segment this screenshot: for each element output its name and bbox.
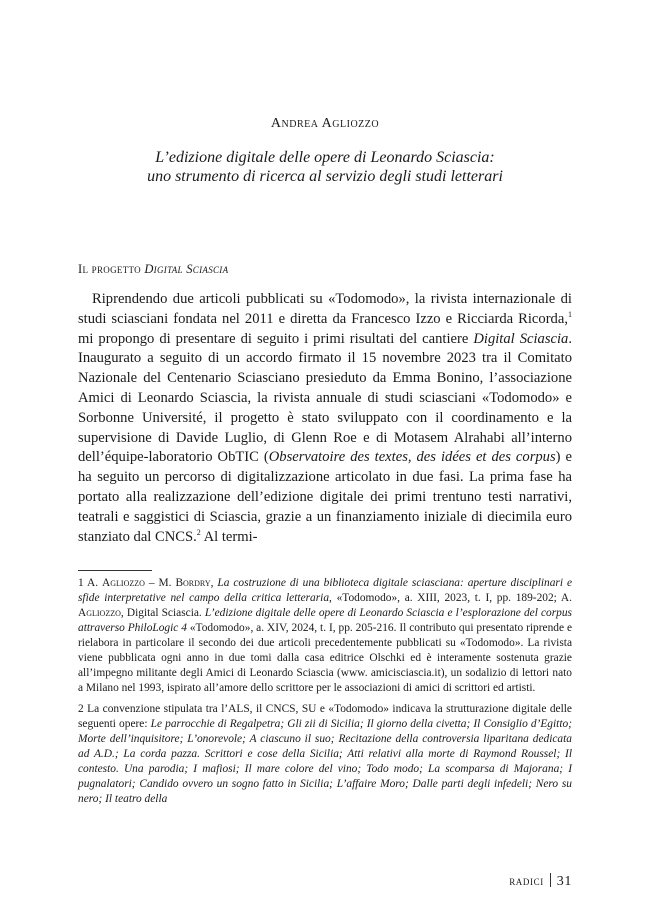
- fn-text: , Digital Sciascia.: [120, 607, 205, 619]
- body-text: [78, 290, 572, 547]
- title-line-2: uno strumento di ricerca al servizio degli studi letterari: [147, 168, 503, 185]
- footnote-ref-2: 2: [196, 527, 201, 537]
- body-segment: Riprendendo due articoli pubblicati su «Todomodo», la rivista internazionale di studi sciasciani fondata nel 2011 e diretta da Francesco Izzo e Ricciarda Ricorda,: [78, 291, 572, 327]
- fn-text: ,: [210, 577, 218, 589]
- page-footer: [509, 873, 572, 890]
- section-heading: [78, 262, 228, 277]
- fn-text: La convenzione stipulata tra l’ALS, il CNCS, SU e «Todomodo» indicava la strutturazione digitale delle seguenti opere:: [78, 703, 572, 730]
- running-head: radici: [509, 874, 544, 888]
- body-segment: mi propongo di presentare di seguito i primi risultati del cantiere: [78, 330, 474, 347]
- article-title: [0, 148, 650, 186]
- fn-text: – M.: [144, 577, 176, 589]
- body-paragraph: [78, 290, 572, 547]
- fn-title: L’edizione digitale delle opere di Leonardo Sciascia e l’esplorazione del corpus attraverso PhiloLogic 4: [78, 607, 572, 634]
- fn-author: Bordry: [175, 577, 211, 589]
- title-line-1: L’edizione digitale delle opere di Leonardo Sciascia:: [155, 149, 495, 166]
- body-italic: Observatoire des textes, des idées et des corpus: [268, 449, 556, 466]
- fn-author: Agliozzo: [102, 577, 145, 589]
- fn-title: Le parrocchie di Regalpetra; Gli zii di Sicilia; Il giorno della civetta; Il Consiglio d’Egitto; Morte dell’inquisitore; L’onorevole; A ciascuno il suo; Recitazione della controversia liparitana dedicata ad A.D.; La corda pazza. Scrittori e cose della Sicilia; Atti relativi alla morte di Raymond Roussel; Il contesto. Una parodia; I mafiosi; Il mare colore del vino; Todo modo; La scomparsa di Majorana; I pugnalatori; Candido ovvero un sogno fatto in Sicilia; L’affaire Moro; Dalle parti degli infedeli; Nero su nero; Il teatro della: [78, 718, 572, 805]
- body-segment: . Inaugurato a seguito di un accordo firmato il 15 novembre 2023 tra il Comitato Nazionale del Centenario Sciasciano presieduto da Emma Bonino, l’associazione Amici di Leonardo Sciascia, la rivista annuale di studi sciasciani «Todomodo» e Sorbonne Université, il progetto è stato sviluppato con il coordinamento e la supervisione di Davide Luglio, di Glenn Roe e di Motasem Alrahabi all’interno dell’équipe-laboratorio ObTIC (: [78, 330, 572, 466]
- footnote-number: 2: [78, 703, 84, 715]
- fn-text: «Todomodo», a. XIV, 2024, t. I, pp. 205-216. Il contributo qui presentato riprende e rielabora in particolare il secondo dei due articoli precedentemente pubblicati su «Todomodo». La rivista viene pubblicata ogni anno in due tomi dalla casa editrice Olschki ed è interamente sostenuta grazie all’impegno militante degli Amici di Leonardo Sciascia (www. amicisciascia.it), un sodalizio di lettori nato a Milano nel 1993, ispirato all’amore dello scrittore per le associazioni di amici di scrittori ed artisti.: [78, 622, 572, 694]
- footnotes: [78, 576, 572, 813]
- page-number: 31: [556, 874, 572, 889]
- body-segment: ) e ha seguito un percorso di digitalizzazione articolato in due fasi. La prima fase ha portato alla realizzazione dell’edizione digitale dei primi trentuno testi narrativi, teatrali e saggistici di Sciascia, grazie a un finanziamento iniziale di diecimila euro stanziato dal CNCS.: [78, 449, 572, 545]
- body-italic: Digital Sciascia: [473, 330, 569, 347]
- footnote-number: 1: [78, 577, 84, 589]
- footnote-1: [78, 576, 572, 696]
- footnote-2: [78, 702, 572, 807]
- author-name: Andrea Agliozzo: [270, 116, 380, 131]
- fn-text: A.: [83, 577, 103, 589]
- section-heading-italic: Digital Sciascia: [144, 262, 229, 276]
- body-segment: Al termi-: [200, 528, 258, 545]
- footnote-ref-1: 1: [568, 309, 572, 319]
- section-heading-prefix: Il progetto: [78, 262, 145, 276]
- fn-author: Agliozzo: [78, 607, 121, 619]
- fn-title: La costruzione di una biblioteca digitale sciasciana: aperture disciplinari e sfide interpretative nel campo della critica letteraria: [78, 577, 573, 604]
- footer-separator: [550, 873, 551, 887]
- footnote-rule: [78, 570, 152, 571]
- fn-text: , «Todomodo», a. XIII, 2023, t. I, pp. 189-202; A.: [329, 592, 572, 604]
